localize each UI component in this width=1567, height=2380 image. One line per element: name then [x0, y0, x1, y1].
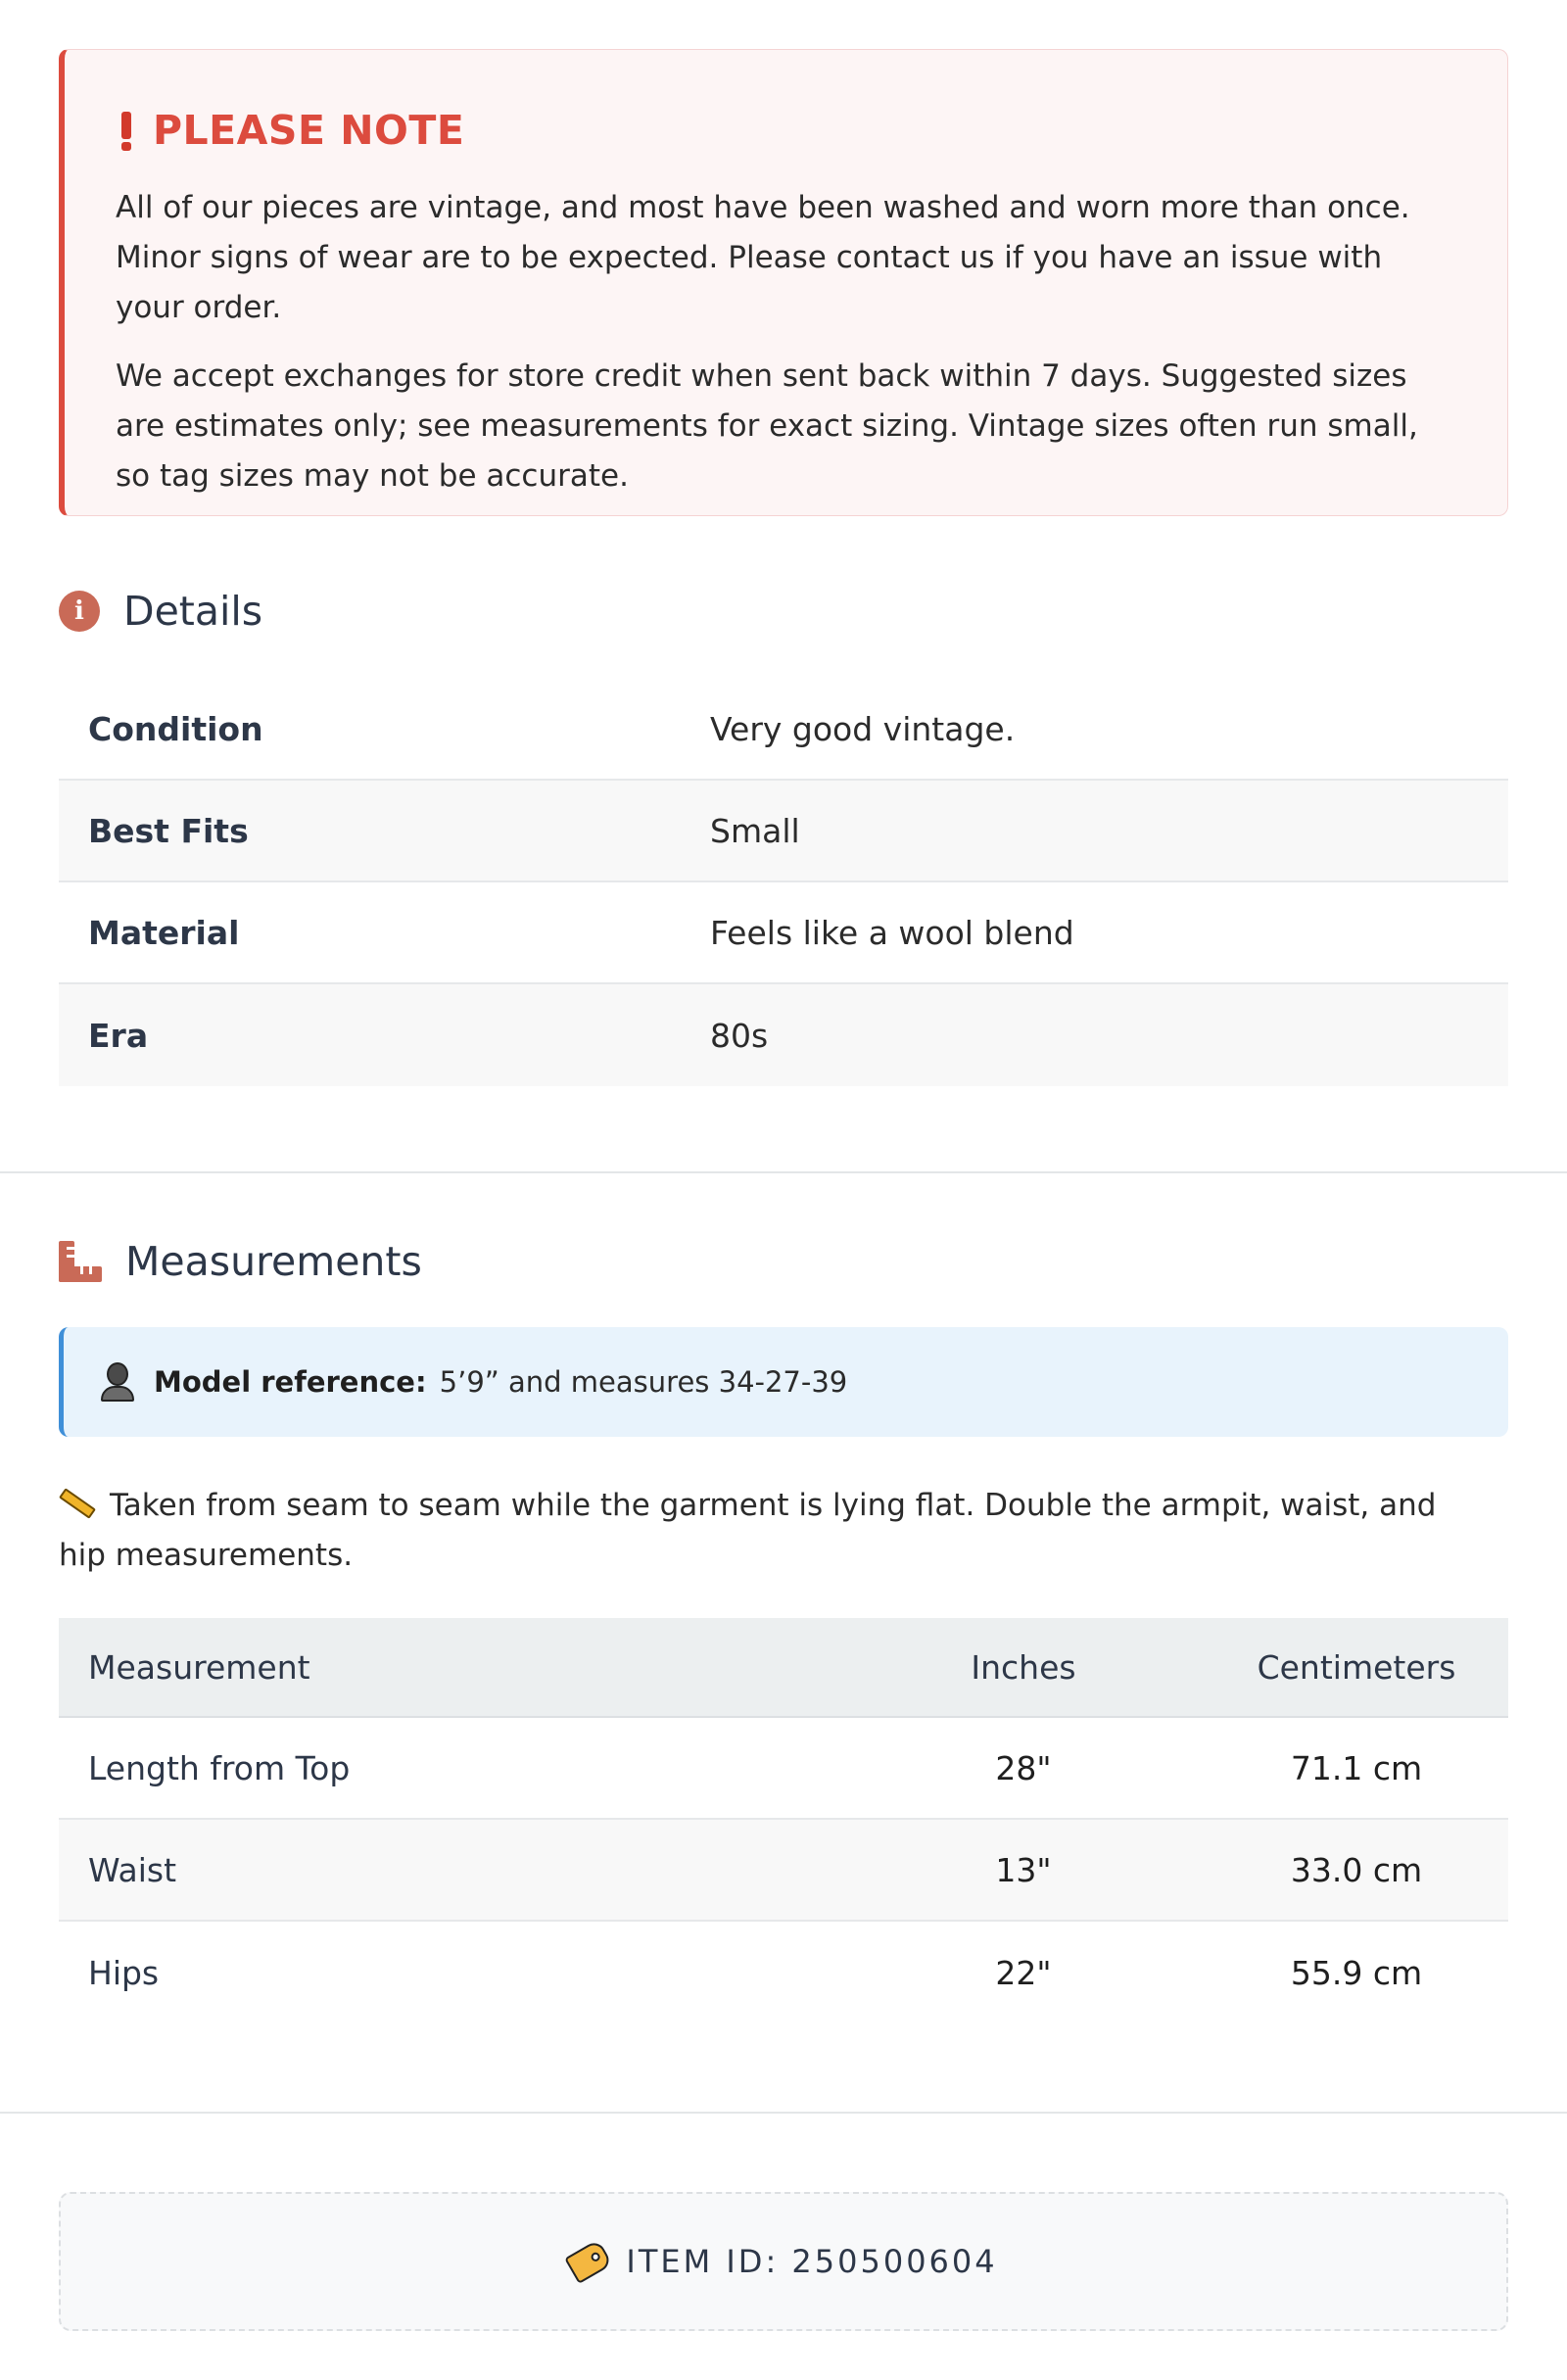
details-value: Small	[710, 811, 800, 850]
exclamation-icon	[116, 110, 137, 151]
notice-paragraph-2: We accept exchanges for store credit when sent back within 7 days. Suggested sizes are estimates only; see measurements for exact sizing. Vintage sizes often run small, so tag sizes may not be accurate.	[116, 358, 1418, 494]
measurement-name: Waist	[88, 1850, 177, 1889]
measurements-title: Measurements	[125, 1238, 422, 1285]
tag-icon	[565, 2239, 614, 2284]
table-row	[59, 1718, 1508, 1820]
measurements-heading	[59, 1238, 422, 1285]
measurement-cm: 71.1 cm	[1290, 1748, 1423, 1787]
table-row	[59, 1820, 1508, 1922]
notice-header	[116, 107, 1456, 154]
details-row-material	[59, 882, 1508, 984]
model-reference-box	[59, 1327, 1508, 1437]
item-id-box	[59, 2192, 1508, 2331]
measurements-table-header	[59, 1618, 1508, 1718]
details-heading	[59, 588, 262, 635]
measurement-inches: 13"	[995, 1850, 1052, 1889]
measurement-inches: 28"	[995, 1748, 1052, 1787]
details-title: Details	[123, 588, 263, 635]
measurement-note-text: Taken from seam to seam while the garment is lying flat. Double the armpit, waist, and hip measurements.	[59, 1488, 1437, 1573]
column-header-inches: Inches	[971, 1647, 1076, 1687]
notice-title: PLEASE NOTE	[153, 107, 465, 154]
measurement-cm: 55.9 cm	[1290, 1953, 1423, 1992]
table-row	[59, 1922, 1508, 2023]
model-reference-value: 5’9” and measures 34-27-39	[439, 1365, 848, 1399]
details-row-era	[59, 984, 1508, 1086]
details-value: Very good vintage.	[710, 709, 1016, 748]
details-row-condition	[59, 679, 1508, 781]
details-label: Era	[88, 1016, 149, 1055]
measurement-name: Length from Top	[88, 1748, 351, 1787]
details-label: Best Fits	[88, 811, 249, 850]
please-note-box	[59, 49, 1508, 516]
pencil-icon	[59, 1488, 96, 1519]
measurement-note	[59, 1481, 1449, 1581]
item-id-text: ITEM ID: 250500604	[626, 2243, 998, 2280]
details-value: 80s	[710, 1016, 769, 1055]
details-value: Feels like a wool blend	[710, 913, 1074, 952]
details-row-best-fits	[59, 781, 1508, 882]
section-divider	[0, 2112, 1567, 2114]
model-reference-label: Model reference:	[154, 1365, 427, 1399]
details-table	[59, 679, 1508, 1086]
column-header-measurement: Measurement	[88, 1647, 310, 1687]
details-label: Material	[88, 913, 240, 952]
measurements-table	[59, 1618, 1508, 2023]
measurement-inches: 22"	[995, 1953, 1052, 1992]
measurement-cm: 33.0 cm	[1290, 1850, 1423, 1889]
person-icon	[99, 1362, 134, 1402]
ruler-icon	[59, 1241, 102, 1282]
details-label: Condition	[88, 709, 263, 748]
notice-paragraph-1: All of our pieces are vintage, and most have been washed and worn more than once. Minor signs of wear are to be expected. Please contact us if you have an issue with your order.	[116, 190, 1410, 325]
column-header-centimeters: Centimeters	[1257, 1647, 1456, 1687]
measurement-name: Hips	[88, 1953, 160, 1992]
section-divider	[0, 1171, 1567, 1173]
info-icon: i	[59, 591, 100, 632]
